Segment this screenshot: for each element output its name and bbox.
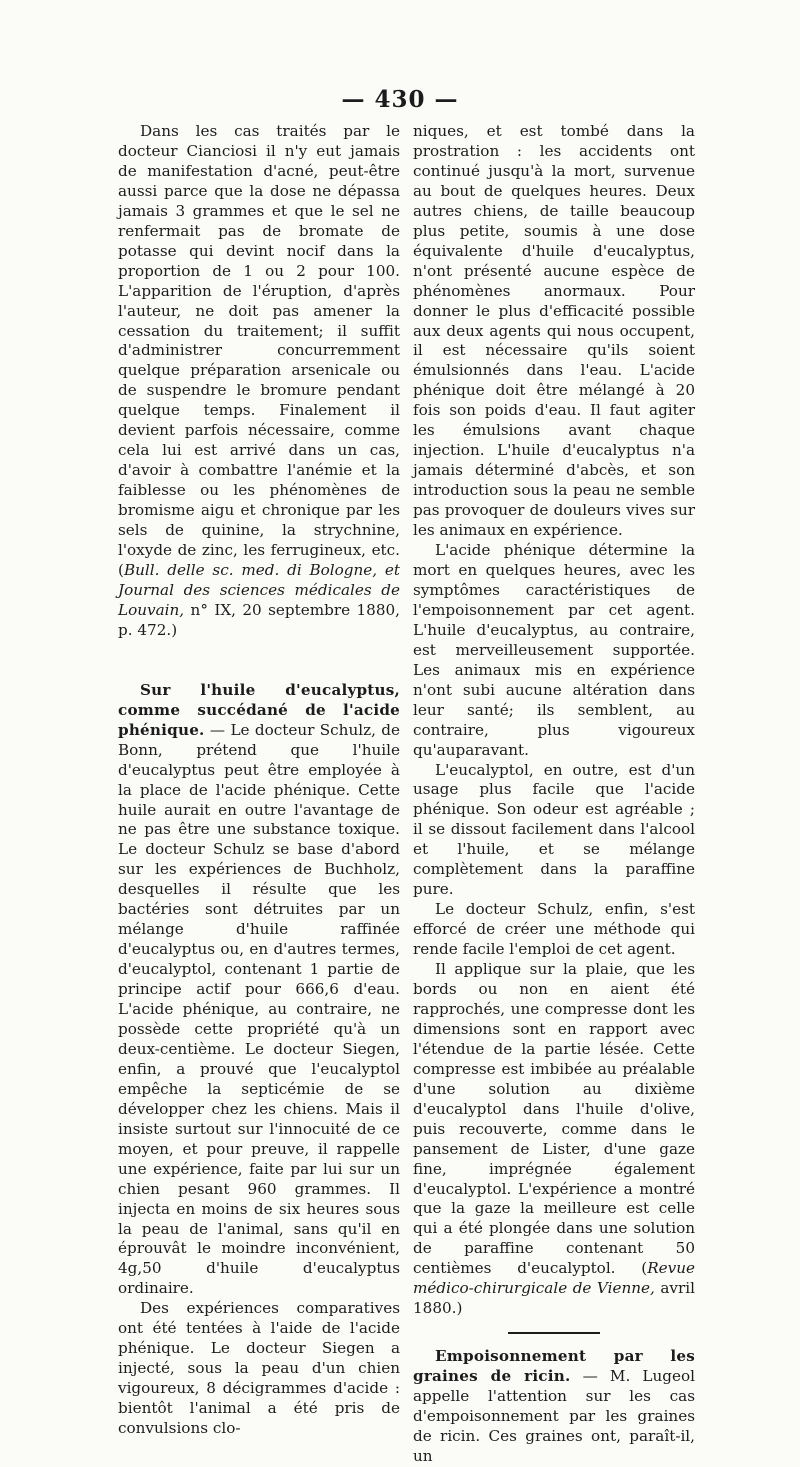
paragraph-ricin-poisoning: Empoisonnement par les graines de ricin. — M. Lugeol appelle l'attention sur les cas d'empoisonnement par les graines de ricin. Ces graines ont, paraît-il, un — [413, 1347, 695, 1465]
citation-bologne-louvain: Bull. delle sc. med. di Bologne, et Journal des sciences médicales de Louvain, — [118, 560, 400, 619]
section-heading-ricin: Empoisonnement par les graines de ricin. — [413, 1347, 695, 1386]
page-number: — 430 — — [341, 86, 459, 113]
right-column — [413, 122, 695, 1467]
citation-revue-vienne: Revue médico-chirurgicale de Vienne, — [413, 1259, 695, 1298]
paragraph-comparative-experiments: Des expériences comparatives ont été tentées à l'aide de l'acide phénique. Le docteur Siegen a injecté, sous la peau d'un chien vigoureux, 8 décigrammes d'acide : bientôt l'animal a été pris de convulsions clo- — [118, 1299, 400, 1438]
paragraph-phenic-acid-death: L'acide phénique détermine la mort en quelques heures, avec les symptômes caractéristiques de l'empoisonnement par cet agent. L'huile d'eucalyptus, au contraire, est merveilleusement supportée. Les animaux mis en expérience n'ont subi aucune altération dans leur santé; ils semblent, au contraire, plus vigoureux qu'auparavant. — [413, 541, 695, 759]
paragraph-eucalyptus-intro: Sur l'huile d'eucalyptus, comme succédané de l'acide phénique. — Le docteur Schulz, de Bonn, prétend que l'huile d'eucalyptus peut être employée à la place de l'acide phénique. Cette huile aurait en outre l'avantage de ne pas être une substance toxique. Le docteur Schulz se base d'abord sur les expériences de Buchholz, desquelles il résulte que les bactéries sont détruites par un mélange d'huile raffinée d'eucalyptus ou, en d'autres termes, d'eucalyptol, contenant 1 partie de principe actif pour 666,6 d'eau. L'acide phénique, au contraire, ne possède cette propriété qu'à un deux-centième. Le docteur Siegen, enfin, a prouvé que l'eucalyptol empêche la septicémie de se développer chez les chiens. Mais il insiste surtout sur l'innocuité de ce moyen, et pour preuve, il rappelle une expérience, faite par lui sur un chien pesant 960 grammes. Il injecta en moins de six heures sous la peau de l'animal, sans qu'il en éprouvât le moindre inconvénient, 4g,50 d'huile d'eucalyptus ordinaire. — [118, 680, 400, 1298]
paragraph-schulz-method: Le docteur Schulz, enfin, s'est efforcé de créer une méthode qui rende facile l'emploi de cet agent. — [413, 900, 695, 959]
paragraph-dressing-application: Il applique sur la plaie, que les bords ou non en aient été rapprochés, une compresse dont les dimensions sont en rapport avec l'étendue de la partie lésée. Cette compresse est imbibée au préalable d'une solution au dixième d'eucalyptol dans l'huile d'olive, puis recouverte, comme dans le pansement de Lister, d'une gaze fine, imprégnée également d'eucalyptol. L'expérience a montré que la gaze la meilleure est celle qui a été plongée dans une solution de paraffine contenant 50 centièmes d'eucalyptol. (Revue médico-chirurgicale de Vienne, avril 1880.) — [413, 960, 695, 1318]
left-column — [118, 122, 400, 1439]
paragraph-continuation: niques, et est tombé dans la prostration : les accidents ont continué jusqu'à la mort, survenue au bout de quelques heures. Deux autres chiens, de taille beaucoup plus petite, soumis à une dose équivalente d'huile d'eucalyptus, n'ont présenté aucune espèce de phénomènes anormaux. Pour donner le plus d'efficacité possible aux deux agents qui nous occupent, il est nécessaire qu'ils soient émulsionnés dans l'eau. L'acide phénique doit être mélangé à 20 fois son poids d'eau. Il faut agiter les émulsions avant chaque injection. L'huile d'eucalyptus n'a jamais déterminé d'abcès, et son introduction sous la peau ne semble pas provoquer de douleurs vives sur les animaux en expérience. — [413, 122, 695, 540]
section-heading-eucalyptus: Sur l'huile d'eucalyptus, comme succédané de l'acide phénique. — [118, 680, 400, 739]
paragraph-eucalyptol-usage: L'eucalyptol, en outre, est d'un usage plus facile que l'acide phénique. Son odeur est agréable ; il se dissout facilement dans l'alcool et l'huile, et se mélange complètement dans la paraffine pure. — [413, 760, 695, 899]
paragraph-bromide-treatment: Dans les cas traités par le docteur Cianciosi il n'y eut jamais de manifestation d'acné, peut-être aussi parce que la dose ne dépassa jamais 3 grammes et que le sel ne renfermait pas de bromate de potasse qui devint nocif dans la proportion de 1 ou 2 pour 100. L'apparition de l'éruption, d'après l'auteur, ne doit pas amener la cessation du traitement; il suffit d'administrer concurremment quelque préparation arsenicale ou de suspendre le bromure pendant quelque temps. Finalement il devient parfois nécessaire, comme cela lui est arrivé dans un cas, d'avoir à combattre l'anémie et la faiblesse ou les phénomènes de bromisme aigu et chronique par les sels de quinine, la strychnine, l'oxyde de zinc, les ferrugineux, etc. (Bull. delle sc. med. di Bologne, et Journal des sciences médicales de Louvain, n° IX, 20 septembre 1880, p. 472.) — [118, 122, 400, 639]
section-divider — [508, 1332, 600, 1334]
